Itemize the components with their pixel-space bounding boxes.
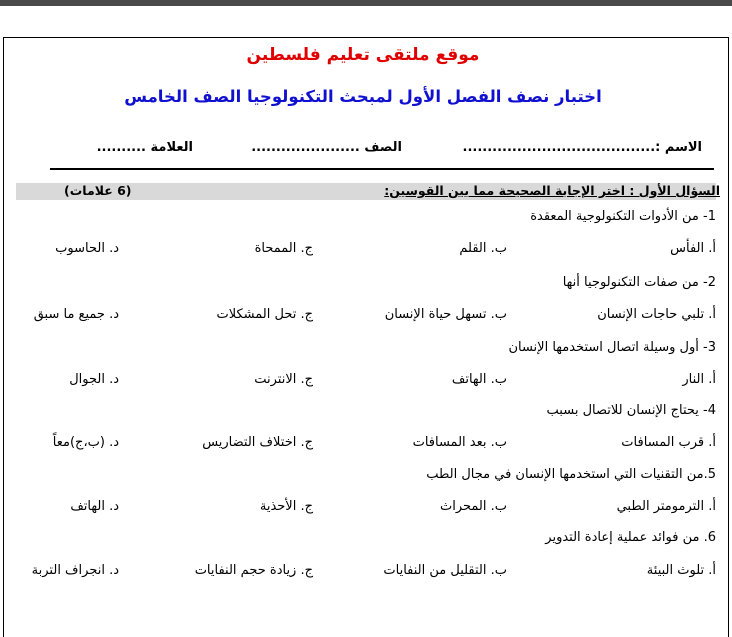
q2-option-c: ج. تحل المشكلات (216, 307, 313, 322)
name-field: الاسم :....................................... (462, 140, 702, 155)
q3-option-a: أ. النار (682, 372, 716, 387)
q4-option-c: ج. اختلاف التضاريس (202, 435, 313, 450)
grade-field: الصف ...................... (251, 140, 402, 155)
q6-option-c: ج. زيادة حجم النفايات (194, 563, 313, 578)
exam-title: اختبار نصف الفصل الأول لمبحث التكنولوجيا الصف الخامس (124, 87, 602, 106)
q4-option-b: ب. بعد المسافات (412, 435, 507, 450)
question-4: 4- يحتاج الإنسان للاتصال بسبب (546, 403, 716, 418)
q3-option-d: د. الجوال (69, 372, 119, 387)
question-2: 2- من صفات التكنولوجيا أنها (562, 275, 716, 290)
q2-option-b: ب. تسهل حياة الإنسان (384, 307, 507, 322)
question-1: 1- من الأدوات التكنولوجية المعقدة (530, 209, 716, 224)
q5-option-a: أ. الترمومتر الطبي (616, 499, 716, 514)
q1-option-d: د. الحاسوب (55, 241, 119, 256)
q1-option-c: ج. الممحاة (254, 241, 313, 256)
document-page (3, 37, 729, 637)
q5-option-c: ج. الأحذية (259, 499, 313, 514)
q6-option-d: د. انجراف التربة (31, 563, 119, 578)
mark-field: العلامة .......... (96, 140, 193, 155)
q5-option-d: د. الهاتف (70, 499, 119, 514)
q5-option-b: ب. المحراث (439, 499, 507, 514)
q1-option-a: أ. الفأس (670, 241, 716, 256)
q4-option-d: د. (ب،ج)معاً (52, 435, 119, 450)
q2-option-a: أ. تلبي حاجات الإنسان (597, 307, 716, 322)
q4-option-a: أ. قرب المسافات (621, 435, 716, 450)
question-5: 5.من التقنيات التي استخدمها الإنسان في مجال الطب (426, 467, 716, 482)
section-marks: (6 علامات) (64, 183, 132, 198)
divider (50, 168, 714, 170)
section-title: السؤال الأول : اختر الإجابة الصحيحة مما بين القوسين: (384, 183, 720, 198)
q3-option-b: ب. الهاتف (451, 372, 507, 387)
q6-option-b: ب. التقليل من النفايات (383, 563, 507, 578)
top-bar (0, 0, 732, 6)
q3-option-c: ج. الانترنت (254, 372, 313, 387)
question-3: 3- أول وسيلة اتصال استخدمها الإنسان (508, 340, 716, 355)
q6-option-a: أ. تلوث البيئة (646, 563, 716, 578)
q2-option-d: د. جميع ما سبق (33, 307, 119, 322)
q1-option-b: ب. القلم (459, 241, 507, 256)
question-6: 6. من فوائد عملية إعادة التدوير (545, 530, 716, 545)
site-title: موقع ملتقى تعليم فلسطين (246, 45, 480, 65)
